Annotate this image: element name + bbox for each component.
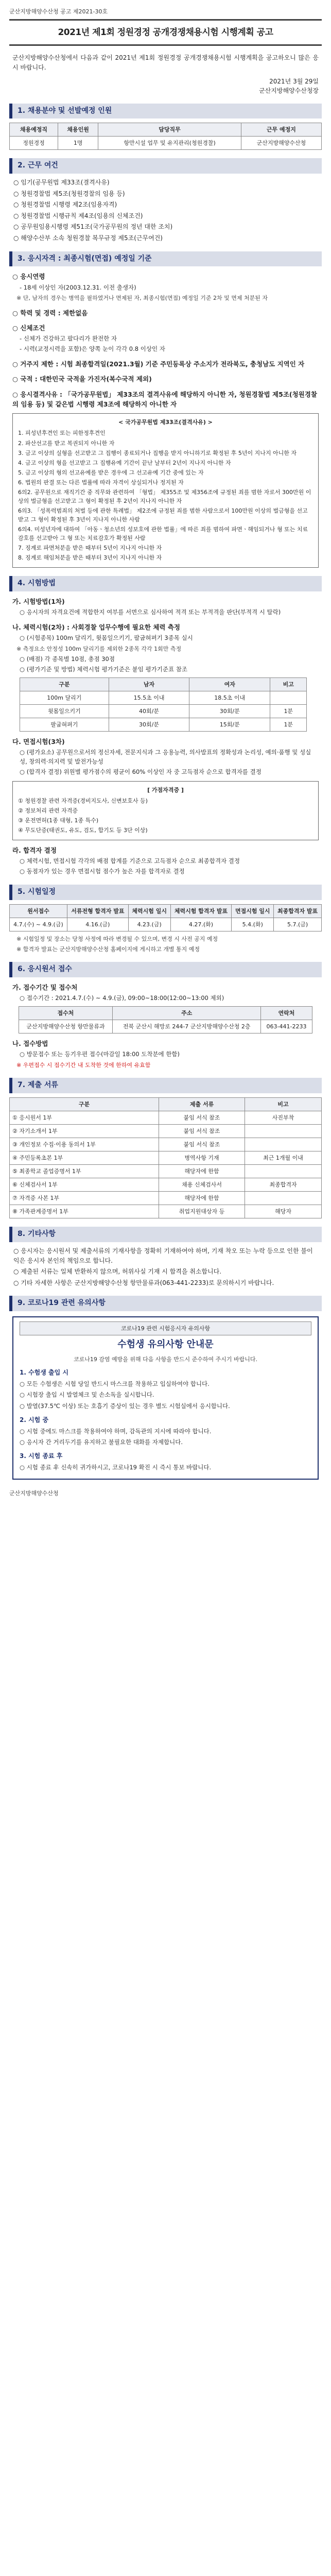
disqual-line: 6. 법원의 판결 또는 다른 법률에 따라 자격이 상실되거나 정지된 자 bbox=[18, 479, 184, 486]
recruit-header: 채용예정직 bbox=[10, 123, 58, 137]
schedule-header: 체력시험 일시 bbox=[128, 904, 170, 918]
documents-table bbox=[9, 1097, 322, 1218]
table-cell bbox=[245, 1192, 322, 1205]
table-cell: 1분 bbox=[270, 704, 307, 718]
table-cell: 100m 달리기 bbox=[20, 691, 109, 704]
documents-header: 제출 서류 bbox=[159, 1097, 245, 1111]
age-title: ○ 응시연령 bbox=[12, 273, 45, 281]
table-cell bbox=[270, 691, 307, 704]
table-cell: 윗몸일으키기 bbox=[20, 704, 109, 718]
table-cell: 4.16.(금) bbox=[67, 918, 128, 931]
section-3-header bbox=[9, 251, 322, 267]
table-cell: 5.7.(금) bbox=[274, 918, 322, 931]
application-header: 주소 bbox=[113, 1006, 261, 1020]
table-cell: ① 응시원서 1부 bbox=[10, 1111, 159, 1124]
section-2-title: 2. 근무 여건 bbox=[9, 158, 322, 174]
etc-note: ○ 제출된 서류는 일체 반환하지 않으며, 허위사실 기재 시 합격을 취소합니다. bbox=[13, 1268, 222, 1276]
table-cell: 15회/분 bbox=[189, 718, 270, 731]
gajeom-line: ② 정보처리 관련 자격증 bbox=[18, 807, 78, 814]
corona-head: 2. 시험 중 bbox=[20, 1416, 49, 1424]
signer: 군산지방해양수산청장 bbox=[259, 87, 319, 94]
corona-title: 수험생 유의사항 안내문 bbox=[117, 1339, 214, 1350]
table-row bbox=[10, 1124, 322, 1138]
application-header: 접수처 bbox=[19, 1006, 113, 1020]
schedule-header: 면접시험 일시 bbox=[232, 904, 274, 918]
disqual-line: 6의4. 미성년자에 대하여 「아동ㆍ청소년의 성보호에 관한 법률」에 따른 죄를 범하여 파면ㆍ해임되거나 형 또는 치료감호를 선고받아 그 형 또는 치료감호가 확정된 사람 bbox=[18, 526, 308, 541]
table-row bbox=[10, 1138, 322, 1151]
residence-title: ○ 거주지 제한 : 시험 최종합격일(2021.3월) 기준 주민등록상 주소지가 전라북도, 충청남도 지역인 자 bbox=[12, 360, 305, 368]
table-cell bbox=[245, 1124, 322, 1138]
schedule-table bbox=[9, 904, 322, 931]
application-b-line: ※ 우편접수 시 접수기간 내 도착한 것에 한하여 유효함 bbox=[16, 1062, 151, 1069]
table-cell: 4.7.(수) ~ 4.9.(금) bbox=[10, 918, 67, 931]
table-cell: 최근 1개월 이내 bbox=[245, 1151, 322, 1165]
table-row bbox=[10, 1178, 322, 1192]
fitness-header: 구분 bbox=[20, 677, 109, 691]
table-cell: ⑦ 자격증 사본 1부 bbox=[10, 1192, 159, 1205]
gajeom-line: ④ 무도단증(태권도, 유도, 검도, 합기도 등 3단 이상) bbox=[18, 827, 148, 834]
work-condition: ○ 청원경찰법 제5조(청원경찰의 임용 등) bbox=[13, 190, 125, 197]
section-9-title: 9. 코로나19 관련 유의사항 bbox=[9, 1296, 322, 1311]
table-row bbox=[10, 137, 322, 150]
table-row bbox=[10, 918, 322, 931]
table-cell bbox=[245, 1165, 322, 1178]
table-row bbox=[10, 1111, 322, 1124]
section-1-header bbox=[9, 104, 322, 119]
corona-item: ○ 응시자 간 거리두기를 유지하고 불필요한 대화를 자제합니다. bbox=[20, 1438, 183, 1446]
body-line: - 신체가 건강하고 팔다리가 완전한 자 bbox=[20, 335, 117, 343]
exam-b-line: ○ (배점) 각 종목별 10점, 총점 30점 bbox=[20, 655, 115, 663]
notice-date: 2021년 3월 29일 bbox=[269, 77, 319, 85]
table-cell: 항만시설 업무 및 유지관리(청원경찰) bbox=[98, 137, 241, 150]
section-7-title: 7. 제출 서류 bbox=[9, 1078, 322, 1093]
gajeom-box bbox=[12, 781, 319, 840]
exam-d-line: ○ 동점자가 있는 경우 면접시험 점수가 높은 자를 합격자로 결정 bbox=[20, 868, 185, 875]
edu-title: ○ 학력 및 경력 : 제한없음 bbox=[12, 309, 88, 317]
exam-b-line: ○ (시험종목) 100m 달리기, 윗몸일으키기, 팔굽혀펴기 3종목 실시 bbox=[20, 634, 193, 642]
gajeom-line: ③ 운전면허(1종 대형, 1종 특수) bbox=[18, 817, 99, 824]
table-cell: ⑤ 최종학교 졸업증명서 1부 bbox=[10, 1165, 159, 1178]
application-b-line: ○ 방문접수 또는 등기우편 접수(마감일 18:00 도착분에 한함) bbox=[20, 1050, 180, 1058]
section-6-title: 6. 응시원서 접수 bbox=[9, 962, 322, 977]
disqual-line: 5. 금고 이상의 형의 선고유예를 받은 경우에 그 선고유예 기간 중에 있는 자 bbox=[18, 469, 204, 476]
disqual-title: ○ 응시결격사유 : 「국가공무원법」 제33조의 결격사유에 해당하지 아니한 자, 청원경찰법 제5조(청원경찰의 임용 등) 및 같은법 시행령 제3조에 해당하지 아니한 자 bbox=[12, 390, 317, 409]
table-cell: 사진부착 bbox=[245, 1111, 322, 1124]
section-3-title: 3. 응시자격 : 최종시험(면접) 예정일 기준 bbox=[9, 251, 322, 267]
age-text: - 18세 이상인 자(2003.12.31. 이전 출생자) bbox=[20, 283, 136, 291]
schedule-header: 원서접수 bbox=[10, 904, 67, 918]
table-cell: 30회/분 bbox=[109, 718, 189, 731]
table-cell: 30회/분 bbox=[189, 704, 270, 718]
work-condition: ○ 해양수산부 소속 청원경찰 복무규정 제5조(근무여건) bbox=[13, 234, 163, 242]
section-2-header bbox=[9, 158, 322, 174]
age-note: ※ 단, 남자의 경우는 병역을 필하였거나 면제된 자, 최종시험(면접) 예정일 기준 2차 및 면제 처분된 자 bbox=[16, 295, 268, 302]
exam-d-line: ○ 체력시험, 면접시험 각각의 배점 합계를 기준으로 고득점자 순으로 최종합격자 결정 bbox=[20, 857, 240, 865]
table-cell: 군산지방해양수산청 항만물류과 bbox=[19, 1020, 113, 1033]
fitness-header: 비고 bbox=[270, 677, 307, 691]
body-line: - 시력(교정시력을 포함)은 양쪽 눈이 각각 0.8 이상인 자 bbox=[20, 345, 165, 353]
table-cell: 해당자에 한함 bbox=[159, 1192, 245, 1205]
section-9-header bbox=[9, 1296, 322, 1311]
table-cell: 병역사항 기재 bbox=[159, 1151, 245, 1165]
section-5-title: 5. 시험일정 bbox=[9, 885, 322, 900]
table-cell: 붙임 서식 참조 bbox=[159, 1124, 245, 1138]
exam-b-line: ※ 측정요소 안정성 100m 달리기를 제외한 2종목 각각 1회만 측정 bbox=[16, 646, 182, 653]
application-header: 연락처 bbox=[261, 1006, 312, 1020]
table-cell: 4.23.(금) bbox=[128, 918, 170, 931]
table-cell: 정원경정 bbox=[10, 137, 58, 150]
table-cell bbox=[245, 1138, 322, 1151]
table-row bbox=[10, 1205, 322, 1218]
table-row bbox=[20, 691, 307, 704]
table-cell: ④ 주민등록초본 1부 bbox=[10, 1151, 159, 1165]
table-cell: ⑥ 신체검사서 1부 bbox=[10, 1178, 159, 1192]
table-cell: 해당자 bbox=[245, 1205, 322, 1218]
section-1-title: 1. 채용분야 및 선발예정 인원 bbox=[9, 104, 322, 119]
application-a-text: ○ 접수기간 : 2021.4.7.(수) ~ 4.9.(금), 09:00~18:00(12:00~13:00 제외) bbox=[20, 994, 224, 1002]
work-condition: ○ 청원경찰법 시행령 제2조(임용자격) bbox=[13, 201, 117, 209]
application-a-title: 가. 접수기간 및 접수처 bbox=[12, 983, 78, 991]
corona-head: 3. 시험 종료 후 bbox=[20, 1452, 63, 1460]
schedule-header: 서류전형 합격자 발표 bbox=[67, 904, 128, 918]
table-cell: ③ 개인정보 수집·이용 동의서 1부 bbox=[10, 1138, 159, 1151]
table-cell: 붙임 서식 참조 bbox=[159, 1138, 245, 1151]
disqual-box bbox=[12, 413, 319, 568]
table-cell: 팔굽혀펴기 bbox=[20, 718, 109, 731]
nationality-title: ○ 국적 : 대한민국 국적을 가진자(복수국적 제외) bbox=[12, 375, 152, 383]
table-cell: 군산지방해양수산청 bbox=[241, 137, 321, 150]
table-cell: 전북 군산시 해망로 244-7 군산지방해양수산청 2층 bbox=[113, 1020, 261, 1033]
disqual-line: 7. 징계로 파면처분을 받은 때부터 5년이 지나지 아니한 자 bbox=[18, 545, 162, 552]
exam-a-text: ○ 응시자의 자격요건에 적합한지 여부를 서면으로 심사하여 적격 또는 부적격을 판단(부적격 시 탈락) bbox=[20, 608, 281, 616]
fitness-header: 여자 bbox=[189, 677, 270, 691]
table-row bbox=[10, 1151, 322, 1165]
recruit-header: 담당직무 bbox=[98, 123, 241, 137]
corona-item: ○ 모든 수험생은 시험 당일 반드시 마스크를 착용하고 입실하여야 합니다. bbox=[20, 1380, 210, 1387]
recruit-table bbox=[9, 123, 322, 150]
documents-header: 구분 bbox=[10, 1097, 159, 1111]
recruit-header: 근무 예정지 bbox=[241, 123, 321, 137]
intro-text: 군산지방해양수산청에서 다음과 같이 2021년 제1회 정원경정 공개경쟁채용시험 시행계획을 공고하오니 많은 응시 바랍니다. bbox=[12, 54, 319, 71]
table-cell: 1명 bbox=[58, 137, 98, 150]
table-cell: 최종합격자 bbox=[245, 1178, 322, 1192]
application-b-title: 나. 접수방법 bbox=[12, 1039, 48, 1047]
section-6-header bbox=[9, 962, 322, 977]
section-7-header bbox=[9, 1078, 322, 1093]
gajeom-line: ① 청원경찰 관련 자격증(경비지도사, 신변보호사 등) bbox=[18, 797, 148, 804]
table-row bbox=[20, 718, 307, 731]
disqual-line: 4. 금고 이상의 형을 선고받고 그 집행유예 기간이 끝난 날부터 2년이 지나지 아니한 자 bbox=[18, 459, 231, 466]
fitness-header: 남자 bbox=[109, 677, 189, 691]
disqual-line: 8. 징계로 해임처분을 받은 때부터 3년이 지나지 아니한 자 bbox=[18, 554, 162, 562]
exam-a-title: 가. 시험방법(1차) bbox=[12, 597, 65, 605]
work-condition: ○ 공무원임용시행령 제51조(국가공무원의 정년 대한 조치) bbox=[13, 223, 173, 231]
fitness-table bbox=[20, 677, 307, 732]
table-row bbox=[19, 1020, 312, 1033]
schedule-header: 체력시험 합격자 발표 bbox=[170, 904, 232, 918]
table-cell: 붙임 서식 참조 bbox=[159, 1111, 245, 1124]
table-cell: ⑧ 가족관계증명서 1부 bbox=[10, 1205, 159, 1218]
work-condition: ○ 청원경찰법 시행규칙 제4조(임용의 신체조건) bbox=[13, 212, 143, 219]
exam-b-title: 나. 체력시험(2차) : 사회경찰 업무수행에 필요한 체력 측정 bbox=[12, 623, 180, 631]
exam-d-title: 라. 합격자 결정 bbox=[12, 846, 57, 855]
exam-c-title: 다. 면접시험(3차) bbox=[12, 738, 65, 746]
table-cell: 063-441-2233 bbox=[261, 1020, 312, 1033]
corona-banner: 코로나19 관련 시험응시자 유의사항 bbox=[20, 1321, 311, 1335]
table-cell: ② 자기소개서 1부 bbox=[10, 1124, 159, 1138]
disqual-line: 6의2. 공무원으로 재직기간 중 직무와 관련하여 「형법」 제355조 및 제356조에 규정된 죄를 범한 자로서 300만원 이상의 벌금형을 선고받고 그 형이 확정된 후 2년이 지나지 아니한 자 bbox=[18, 488, 311, 504]
corona-subtitle: 코로나19 감염 예방을 위해 다음 사항을 반드시 준수하여 주시기 바랍니다. bbox=[73, 1355, 258, 1363]
footer-org: 군산지방해양수산청 bbox=[9, 1489, 59, 1497]
section-4-title: 4. 시험방법 bbox=[9, 576, 322, 591]
work-condition: ○ 임기(공무원법 제33조(결격사유) bbox=[13, 179, 110, 187]
disqual-line: 6의3. 「성폭력범죄의 처벌 등에 관한 특례법」 제2조에 규정된 죄를 범한 사람으로서 100만원 이상의 벌금형을 선고받고 그 형이 확정된 후 3년이 지나지 아니한 사람 bbox=[18, 507, 308, 523]
page-title: 2021년 제1회 정원경정 공개경쟁채용시험 시행계획 공고 bbox=[9, 19, 322, 46]
documents-header: 비고 bbox=[245, 1097, 322, 1111]
table-row bbox=[20, 704, 307, 718]
etc-note: ○ 응시자는 응시원서 및 제출서류의 기재사항을 정확히 기재하여야 하며, 기재 착오 또는 누락 등으로 인한 불이익은 응시자 본인의 책임으로 합니다. bbox=[13, 1247, 313, 1264]
table-cell: 취업지원대상자 등 bbox=[159, 1205, 245, 1218]
corona-notice bbox=[12, 1316, 319, 1480]
exam-b-line: ○ (평가기준 및 방법) 체력시험 평가기준은 붙임 평가기준표 참조 bbox=[20, 666, 187, 673]
table-cell: 1분 bbox=[270, 718, 307, 731]
corona-head: 1. 수험생 출입 시 bbox=[20, 1369, 68, 1376]
table-row bbox=[10, 1192, 322, 1205]
table-cell: 5.4.(화) bbox=[232, 918, 274, 931]
corona-item: ○ 시험 종료 후 신속히 귀가하시고, 코로나19 확진 시 즉시 통보 바랍니다. bbox=[20, 1463, 212, 1471]
table-cell: 채용 신체검사서 bbox=[159, 1178, 245, 1192]
exam-c-line: ○ (평가요소) 공무원으로서의 정신자세, 전문지식과 그 응용능력, 의사발표의 정확성과 논리성, 예의·품행 및 성실성, 창의력·의지력 및 발전가능성 bbox=[20, 749, 311, 766]
disqual-line: 1. 피성년후견인 또는 피한정후견인 bbox=[18, 430, 106, 437]
table-cell: 4.27.(화) bbox=[170, 918, 232, 931]
gajeom-box-title: [ 가점자격증 ] bbox=[147, 786, 184, 793]
table-cell: 18.5초 이내 bbox=[189, 691, 270, 704]
date-signature bbox=[12, 77, 319, 95]
notice-number: 군산지방해양수산청 공고 제2021-30호 bbox=[9, 8, 108, 15]
disqual-line: 3. 금고 이상의 실형을 선고받고 그 집행이 종료되거나 집행을 받지 아니하기로 확정된 후 5년이 지나지 아니한 자 bbox=[18, 449, 297, 456]
disqual-box-title: < 국가공무원법 제33조(결격사유) > bbox=[118, 419, 213, 426]
section-5-header bbox=[9, 885, 322, 900]
corona-item: ○ 시험 중에도 마스크를 착용하여야 하며, 감독관의 지시에 따라야 합니다. bbox=[20, 1427, 212, 1435]
section-8-title: 8. 기타사항 bbox=[9, 1227, 322, 1242]
table-cell: 15.5초 이내 bbox=[109, 691, 189, 704]
schedule-header: 최종합격자 발표 bbox=[274, 904, 322, 918]
application-table bbox=[19, 1006, 312, 1033]
table-cell: 해당자에 한함 bbox=[159, 1165, 245, 1178]
table-row bbox=[10, 1165, 322, 1178]
table-cell: 40회/분 bbox=[109, 704, 189, 718]
section-4-header bbox=[9, 576, 322, 591]
exam-c-line: ○ (합격자 결정) 위원별 평가점수의 평균이 60% 이상인 자 중 고득점자 순으로 합격자를 결정 bbox=[20, 768, 262, 776]
corona-item: ○ 발열(37.5℃ 이상) 또는 호흡기 증상이 있는 경우 별도 시험실에서 응시합니다. bbox=[20, 1402, 230, 1410]
etc-note: ○ 기타 자세한 사항은 군산지방해양수산청 항만물류과(063-441-2233)로 문의하시기 바랍니다. bbox=[13, 1279, 274, 1286]
disqual-line: 2. 파산선고를 받고 복권되지 아니한 자 bbox=[18, 439, 115, 447]
section-8-header bbox=[9, 1227, 322, 1242]
schedule-note: ※ 합격자 발표는 군산지방해양수산청 홈페이지에 게시하고 개별 통지 예정 bbox=[16, 945, 200, 953]
schedule-note: ※ 시험일정 및 장소는 당청 사정에 따라 변경될 수 있으며, 변경 시 사전 공지 예정 bbox=[16, 935, 218, 942]
body-title: ○ 신체조건 bbox=[12, 324, 45, 332]
recruit-header: 채용인원 bbox=[58, 123, 98, 137]
corona-item: ○ 시험장 출입 시 발열체크 및 손소독을 실시합니다. bbox=[20, 1391, 154, 1399]
